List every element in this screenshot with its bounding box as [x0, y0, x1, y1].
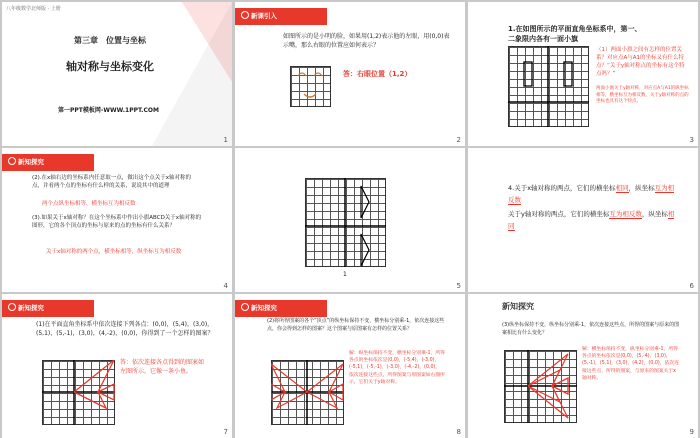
question-text: (2)将所得图案的各个“顶点”的纵坐标保持不变，横坐标分别乘-1，依次连接这些点，你会得到怎样的图案？这个图案与原图案有怎样的位置关系？: [267, 318, 445, 332]
figure-label: 1: [343, 271, 347, 278]
header-title: 新知探究: [18, 158, 44, 166]
header-title: 新课引入: [251, 12, 277, 20]
slide-number: 7: [223, 428, 228, 436]
header-bar: [2, 154, 94, 171]
question-text: 1.在如图所示的平面直角坐标系中，第一、二象限内各有一面小旗: [508, 25, 642, 43]
header-bar: [235, 8, 327, 25]
conclusion-text: ，纵坐标: [641, 210, 668, 218]
fish-pair-drawing: [504, 350, 577, 423]
question-text: 如图所示的是小明的脸，如果用(1,2)表示他的左眼，用(0,0)表示嘴，那么右眼的位置应如何表示？: [283, 33, 450, 49]
header-bar: [2, 300, 94, 317]
slide-number: 5: [456, 282, 461, 290]
header-title: 新知探究: [502, 302, 534, 311]
header-icon: [241, 303, 249, 311]
blank-answer: 相同: [615, 184, 629, 192]
header-title: 新知探究: [18, 304, 44, 312]
conclusion-line-1: [508, 182, 678, 206]
blank-answer: 相同: [508, 210, 675, 230]
question-2: (2).在x轴右边的坐标系内任意取一点，做出这个点关于x轴对称的点，并看两个点的坐标有什么样的关系，说说其中的道理: [32, 175, 192, 189]
slide-number: 3: [689, 136, 694, 144]
slide-thumbnail-6[interactable]: [468, 148, 698, 292]
header-icon: [8, 303, 16, 311]
slide-decoration: [2, 2, 232, 146]
slide-number: 9: [689, 428, 694, 436]
fish-drawing: [42, 360, 115, 425]
conclusion-text: 关于y轴对称的两点，它们的横坐标: [508, 210, 610, 218]
header-icon: [8, 157, 16, 165]
answer-text: 解：横坐标保持不变，纵坐标分别乘-1，所得各点的坐标依次是(0,0)，(5,-4)，(3,0)，(5,-1)，(5,1)，(3,0)，(4,2)，(0,0)，依次连接这些点，所得的图案，与原来的图案关于x轴对称。: [582, 347, 679, 381]
slide-thumbnail-8[interactable]: [235, 294, 465, 438]
slide-thumbnail-7[interactable]: [2, 294, 232, 438]
slide-thumbnail-5[interactable]: [235, 148, 465, 292]
header-title: 新知探究: [251, 304, 277, 312]
conclusion-text: ，纵坐标: [628, 184, 655, 192]
question-text: (1)在平面直角坐标系中依次连接下列各点：(0,0)，(5,4)，(3,0)，(5,1)，(5,-1)，(3,0)，(4,-2)，(0,0)，你得到了一个怎样的图案？: [36, 321, 214, 337]
question-text: (3)纵坐标保持不变，纵坐标分别乘-1，依次连接这些点，所得的图案与原来的图案相比有什么变化？: [502, 322, 680, 336]
lesson-title: 轴对称与坐标变化: [66, 60, 154, 73]
slide-number: 2: [456, 136, 461, 144]
question-3: (3).如果关于x轴对称？在这个坐标系中作出小旗ABCD关于x轴对称的图形，它的各个顶点的坐标与原来的点的坐标有什么关系？: [32, 215, 202, 229]
face-drawing: [290, 66, 331, 107]
header-bar: [235, 300, 327, 317]
conclusion-line-2: [508, 208, 678, 232]
slide-number: 4: [223, 282, 228, 290]
answer-3: 关于x轴对称的两个点，横坐标相等，纵坐标互为相反数: [46, 249, 182, 255]
header-icon: [241, 11, 249, 19]
slide-number: 1: [223, 136, 228, 144]
blank-answer: 互为相反数: [609, 210, 642, 218]
fish-pair-drawing: [271, 360, 344, 425]
answer-text: 答：右眼位置（1,2）: [343, 70, 412, 78]
answer-text: 答：依次连接各点得到的图案如左图所示，它像一条小鱼。: [120, 359, 205, 375]
answer-text: 两面小旗关于y轴对称，对应点A与A1的纵坐标相等，横坐标互为相反数，关于y轴对称的点的坐标也具有这个特点。: [596, 86, 689, 104]
answer-text: 解：纵坐标保持不变，横坐标分别乘-1，所得各点的坐标依次是(0,0)，(-5,4)，(-3,0)，(-5,1)，(-5,-1)，(-3,0)，(-4,-2)，(0,0)，依次连接这些点，所得图案与原图案如右图所示，它们关于y轴对称。: [349, 351, 445, 385]
slide-number: 6: [689, 282, 694, 290]
conclusion-text: 4.关于x轴对称的两点，它们的横坐标: [508, 184, 616, 192]
slide-thumbnail-9[interactable]: [468, 294, 698, 438]
course-label: 八年级数学北师版 · 上册: [6, 6, 61, 12]
slide-number: 8: [456, 428, 461, 436]
chapter-title: 第三章 位置与坐标: [74, 36, 146, 45]
answer-2: 两个点纵坐标相等，横坐标互为相反数: [42, 201, 136, 207]
slide-thumbnail-1[interactable]: [2, 2, 232, 146]
slide-thumbnail-3[interactable]: [468, 2, 698, 146]
slide-thumbnail-4[interactable]: [2, 148, 232, 292]
blank-answer: 互为相反数: [508, 184, 675, 204]
flags-drawing: [508, 46, 589, 127]
flags-drawing: [305, 178, 386, 267]
sub-question: （1）两面小旗之间有怎样的位置关系？对应点A与A1的坐标又有什么特点？“关于y轴对称点的坐标有这个特点吗？”: [596, 47, 685, 77]
site-label: 第一PPT模板网-WWW.1PPT.COM: [58, 107, 159, 114]
slide-thumbnail-2[interactable]: [235, 2, 465, 146]
